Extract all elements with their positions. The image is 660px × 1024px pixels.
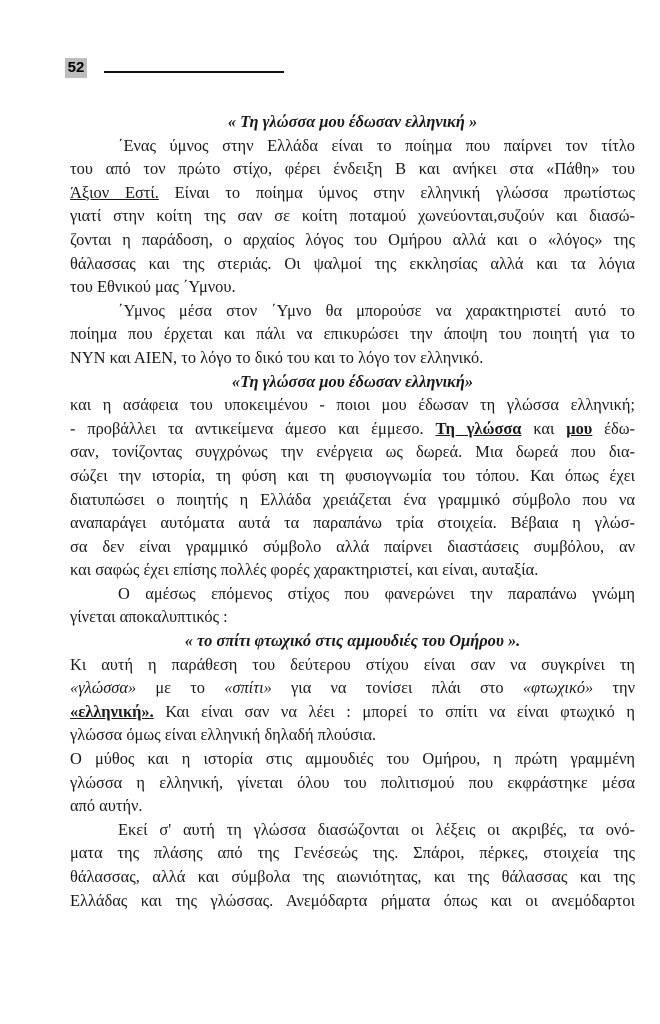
text-run: - προβάλλει τα αντικείμενα άμεσο και έμμεσο.	[70, 418, 436, 438]
text-line	[70, 841, 635, 865]
text-run: ματα της πλάσης από της Γενέσεώς της. Σπάροι, πέρκες, στοιχεία της	[70, 843, 635, 863]
text-line	[70, 535, 635, 559]
paragraph-last-line	[70, 346, 635, 370]
text-run: ΄Ενας ύμνος στην Ελλάδα είναι το ποίημα που παίρνει τον τίτλο	[118, 135, 635, 155]
paragraph-first-line	[70, 582, 635, 606]
text-line	[70, 181, 635, 205]
centered-quote-line	[70, 370, 635, 394]
text-run: με το	[136, 678, 225, 698]
text-run: σα δεν είναι γραμμικό σύμβολο αλλά παίρνει διαστάσεις συμβόλου, αν	[70, 536, 635, 556]
paragraph-last-line	[70, 605, 635, 629]
text-run: « το σπίτι φτωχικό στις αμμουδιές του Ομήρου ».	[184, 631, 521, 651]
text-line	[70, 511, 635, 535]
text-run: Κι αυτή η παράθεση του δεύτερου στίχου είναι σαν να συγκρίνει τη	[70, 654, 635, 674]
text-line	[70, 252, 635, 276]
text-line	[70, 676, 635, 700]
emphasized-text: «ελληνική».	[70, 701, 154, 721]
text-run: Ο αμέσως επόμενος στίχος που φανερώνει την παραπάνω γνώμη	[118, 583, 635, 603]
paragraph-first-line	[70, 299, 635, 323]
text-run: γλώσσα όμως είναι ελληνική δηλαδή πλούσια.	[70, 725, 377, 745]
text-run: την	[593, 678, 635, 698]
text-line	[70, 865, 635, 889]
text-run: σαν, τονίζοντας συγχρόνως την ενέργεια ως δωρεά. Μια δωρεά που δια-	[70, 442, 635, 462]
text-line	[70, 889, 635, 913]
emphasized-text: «σπίτι»	[224, 678, 272, 698]
text-run: γιατί στην κοίτη της σαν σε κοίτη ποταμού χωνεύονται,συζούν και διασώ-	[70, 206, 635, 226]
text-run: θάλασσας, αλλά και σύμβολα της αιωνιότητας, και της θάλασσας και της	[70, 867, 635, 886]
text-run: Και είναι σαν να λέει : μπορεί το σπίτι να είναι φτωχικό η	[153, 701, 635, 721]
paragraph-last-line	[70, 723, 635, 747]
text-run: έδω-	[592, 418, 636, 438]
emphasized-text: «γλώσσα»	[70, 678, 137, 698]
text-column	[70, 110, 635, 912]
page-number: 52	[65, 58, 87, 78]
text-run: και σαφώς έχει επίσης πολλές φορές χαρακτηριστεί, και είναι, αυταξία.	[70, 560, 539, 580]
text-line	[70, 747, 635, 771]
text-run: σώζει την ιστορία, τη φύση και τη φυσιογνωμία του τόπου. Και όπως έχει	[70, 465, 635, 485]
emphasized-text: Άξιον Εστί.	[70, 182, 159, 202]
text-run: του Εθνικού μας ΄Υμνου.	[70, 277, 236, 297]
text-run: «Τη γλώσσα μου έδωσαν ελληνική»	[231, 371, 474, 391]
emphasized-text: «φτωχικό»	[522, 678, 594, 698]
text-line	[70, 322, 635, 346]
text-line	[70, 204, 635, 228]
text-run: Ελλάδας και της γλώσσας. Ανεμόδαρτα ρήματα όπως και οι ανεμόδαρτοι	[70, 890, 635, 910]
text-line	[70, 440, 635, 464]
text-run: ποίημα που έρχεται και πάλι να επικυρώσει την άποψη του ποιητή για το	[70, 324, 635, 344]
text-line	[70, 417, 635, 441]
text-line	[70, 464, 635, 488]
emphasized-text: Τη γλώσσα	[435, 418, 522, 438]
text-run: διατυπώσει ο ποιητής η Ελλάδα χρειάζεται ένα γραμμικό σύμβολο που να	[70, 489, 635, 509]
emphasized-text: μου	[566, 418, 593, 438]
paragraph-first-line	[70, 134, 635, 158]
text-run: του από τον πρώτο στίχο, φέρει ένδειξη Β και ανήκει στα «Πάθη» του	[70, 159, 635, 179]
text-run: ΄Υμνος μέσα στον ΄Υμνο θα μπορούσε να χαρακτηριστεί αυτό το	[118, 300, 635, 320]
text-line	[70, 700, 635, 724]
text-line	[70, 771, 635, 795]
text-run: γλώσσα η ελληνική, γίνεται όλου του πολιτισμού που εκφράστηκε μέσα	[70, 772, 635, 792]
text-run: γίνεται αποκαλυπτικός :	[70, 607, 228, 627]
text-run: ΝΥΝ και ΑΙΕΝ, το λόγο το δικό του και το λόγο τον ελληνικό.	[70, 347, 484, 367]
text-run: αναπαράγει αυτόματα αυτά τα παραπάνω τρία στοιχεία. Βέβαια η γλώσ-	[70, 513, 635, 533]
text-run: θάλασσας και της στεριάς. Οι ψαλμοί της εκκλησίας αλλά και τα λόγια	[70, 253, 635, 273]
paragraph-last-line	[70, 794, 635, 818]
centered-quote-line	[70, 629, 635, 653]
text-run: και	[521, 418, 567, 438]
text-line	[70, 228, 635, 252]
paragraph-first-line	[70, 818, 635, 842]
text-run: ζονται η παράδοση, ο αρχαίος λόγος του Ομήρου αλλά και ο «λόγος» της	[70, 229, 635, 249]
text-run: Ο μύθος και η ιστορία στις αμμουδιές του Ομήρου, η πρώτη γραμμένη	[70, 749, 635, 769]
text-run: και η ασάφεια του υποκειμένου - ποιοι μου έδωσαν τη γλώσσα ελληνική;	[70, 395, 635, 415]
text-run: για να τονίσει πλάι στο	[271, 678, 523, 698]
paragraph-last-line	[70, 275, 635, 299]
text-line	[70, 488, 635, 512]
text-run: « Τη γλώσσα μου έδωσαν ελληνική »	[227, 112, 478, 131]
text-run: από αυτήν.	[70, 796, 143, 816]
header-rule	[104, 71, 284, 73]
text-run: Είναι το ποίημα ύμνος στην ελληνική γλώσσα πρωτίστως	[158, 182, 635, 202]
centered-quote-line	[70, 110, 635, 134]
text-line	[70, 653, 635, 677]
text-line	[70, 393, 635, 417]
paragraph-last-line	[70, 558, 635, 582]
text-run: Εκεί σ' αυτή τη γλώσσα διασώζονται οι λέξεις οι ακριβές, τα ονό-	[118, 819, 635, 839]
text-line	[70, 157, 635, 181]
